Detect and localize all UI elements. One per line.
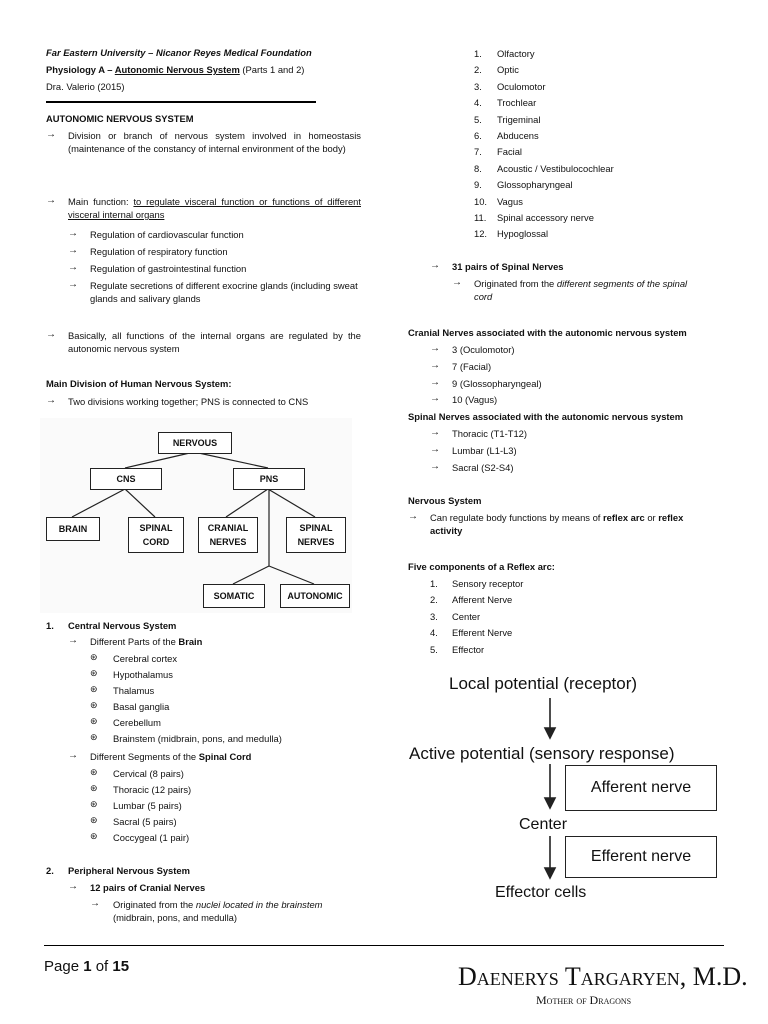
pns-number: 2. bbox=[46, 865, 54, 876]
pns-title: Peripheral Nervous System bbox=[68, 865, 190, 876]
main-division-title: Main Division of Human Nervous System: bbox=[46, 378, 232, 389]
bullet-icon: ⊛ bbox=[90, 799, 98, 809]
node-spinal-nerves: SPINAL NERVES bbox=[286, 517, 346, 553]
bullet-icon: ⊛ bbox=[90, 716, 98, 726]
spinal-ans-item: Thoracic (T1-T12) bbox=[452, 428, 528, 439]
spinal-ans-item: Sacral (S2-S4) bbox=[452, 462, 514, 473]
arrow-icon: → bbox=[68, 279, 78, 290]
cranial-nerve-number: 12. bbox=[474, 228, 488, 240]
reflex-component-number: 4. bbox=[430, 627, 438, 639]
cord-segment: Coccygeal (1 pair) bbox=[113, 832, 190, 843]
reflex-component-number: 5. bbox=[430, 643, 438, 655]
cranial-nerve-name: Optic bbox=[497, 64, 519, 76]
arrow-icon: → bbox=[46, 395, 56, 406]
bullet-icon: ⊛ bbox=[90, 831, 98, 841]
main-division-text: Two divisions working together; PNS is connected to CNS bbox=[68, 396, 309, 407]
node-brain: BRAIN bbox=[46, 517, 100, 541]
arrow-icon: → bbox=[68, 262, 78, 273]
cranial-nerve-number: 6. bbox=[474, 130, 482, 141]
flow-center: Center bbox=[519, 816, 568, 833]
cranial-nerve-number: 5. bbox=[474, 113, 482, 125]
cranial-nerve-name: Hypoglossal bbox=[497, 228, 549, 240]
cns-title: Central Nervous System bbox=[68, 620, 177, 631]
brain-parts-heading: Different Parts of the Brain bbox=[90, 636, 203, 647]
arrow-icon: → bbox=[452, 277, 462, 288]
cord-segment: Thoracic (12 pairs) bbox=[113, 784, 192, 795]
author-tagline: Mother of Dragons bbox=[536, 993, 632, 1007]
flow-afferent-box: Afferent nerve bbox=[565, 765, 717, 811]
reflex-component-name: Efferent Nerve bbox=[452, 627, 513, 639]
cranial-origin: Originated from the nuclei located in the brainstem (midbrain, pons, and medulla) bbox=[113, 899, 323, 923]
nervous-system-title: Nervous System bbox=[408, 495, 482, 506]
brain-part: Thalamus bbox=[113, 685, 155, 696]
node-spinal-cord: SPINAL CORD bbox=[128, 517, 184, 553]
course-line: Physiology A – Autonomic Nervous System (Parts 1 and 2) bbox=[46, 64, 305, 75]
bullet-icon: ⊛ bbox=[90, 815, 98, 825]
arrow-icon: → bbox=[46, 329, 56, 340]
brain-part: Basal ganglia bbox=[113, 701, 170, 712]
flow-efferent-box: Efferent nerve bbox=[565, 836, 717, 878]
reflex-component-name: Effector bbox=[452, 643, 485, 655]
cranial-pairs-title: 12 pairs of Cranial Nerves bbox=[90, 882, 206, 893]
footer-rule bbox=[44, 945, 724, 946]
reflex-title: Five components of a Reflex arc: bbox=[408, 561, 555, 572]
cranial-ans-item: 9 (Glossopharyngeal) bbox=[452, 378, 542, 389]
cord-segment: Cervical (8 pairs) bbox=[113, 768, 184, 779]
cranial-nerve-number: 7. bbox=[474, 146, 482, 158]
ans-definition: Division or branch of nervous system involved in homeostasis (maintenance of the constancy of internal environment of the body) bbox=[68, 130, 361, 154]
node-pns: PNS bbox=[233, 468, 305, 490]
cranial-nerve-number: 9. bbox=[474, 179, 482, 191]
node-cns: CNS bbox=[90, 468, 162, 490]
arrow-icon: → bbox=[430, 427, 440, 438]
cranial-nerve-number: 8. bbox=[474, 162, 482, 174]
reflex-component-number: 2. bbox=[430, 594, 438, 606]
section-title: AUTONOMIC NERVOUS SYSTEM bbox=[46, 113, 194, 124]
bullet-icon: ⊛ bbox=[90, 668, 98, 678]
arrow-icon: → bbox=[68, 881, 78, 892]
flow-active-potential: Active potential (sensory response) bbox=[409, 744, 675, 763]
lecturer: Dra. Valerio (2015) bbox=[46, 81, 125, 92]
cranial-ans-item: 3 (Oculomotor) bbox=[452, 344, 515, 355]
reflex-component-name: Sensory receptor bbox=[452, 578, 524, 589]
brain-part: Hypothalamus bbox=[113, 669, 173, 680]
brain-part: Cerebral cortex bbox=[113, 653, 178, 664]
cranial-nerve-name: Glossopharyngeal bbox=[497, 179, 573, 191]
main-function: Main function: to regulate visceral function or functions of different visceral internal organs bbox=[68, 196, 361, 220]
course-topic: Autonomic Nervous System bbox=[114, 64, 240, 75]
bullet-icon: ⊛ bbox=[90, 783, 98, 793]
bullet-icon: ⊛ bbox=[90, 652, 98, 662]
cranial-nerve-name: Trochlear bbox=[497, 97, 537, 109]
function-item: Regulation of cardiovascular function bbox=[90, 229, 244, 240]
cranial-nerve-number: 2. bbox=[474, 64, 482, 76]
arrow-icon: → bbox=[46, 195, 56, 206]
cranial-nerve-name: Vagus bbox=[497, 195, 523, 207]
arrow-icon: → bbox=[90, 898, 100, 909]
cord-segment: Sacral (5 pairs) bbox=[113, 816, 177, 827]
reflex-component-name: Center bbox=[452, 610, 481, 622]
node-autonomic: AUTONOMIC bbox=[280, 584, 350, 608]
cranial-ans-title: Cranial Nerves associated with the autonomic nervous system bbox=[408, 327, 687, 338]
node-nervous: NERVOUS bbox=[158, 432, 232, 454]
spinal-pairs-title: 31 pairs of Spinal Nerves bbox=[452, 261, 564, 272]
arrow-icon: → bbox=[408, 511, 418, 522]
institution: Far Eastern University – Nicanor Reyes Medical Foundation bbox=[46, 47, 312, 58]
arrow-icon: → bbox=[68, 750, 78, 761]
cord-segments-heading: Different Segments of the Spinal Cord bbox=[90, 751, 252, 762]
spinal-origin: Originated from the different segments of the spinal cord bbox=[474, 278, 688, 302]
arrow-icon: → bbox=[430, 260, 440, 271]
cord-segment: Lumbar (5 pairs) bbox=[113, 800, 182, 811]
flow-effector-cells: Effector cells bbox=[495, 884, 587, 901]
bullet-icon: ⊛ bbox=[90, 684, 98, 694]
reflex-arc-figure bbox=[405, 668, 735, 908]
arrow-icon: → bbox=[46, 129, 56, 140]
nervous-system-text: Can regulate body functions by means of reflex arc or reflex activity bbox=[430, 512, 684, 536]
cranial-nerve-name: Olfactory bbox=[497, 48, 535, 59]
cranial-nerve-name: Trigeminal bbox=[497, 113, 541, 125]
brain-part: Brainstem (midbrain, pons, and medulla) bbox=[113, 733, 282, 744]
function-item: Regulation of gastrointestinal function bbox=[90, 263, 247, 274]
flow-local-potential: Local potential (receptor) bbox=[449, 674, 638, 693]
reflex-component-number: 1. bbox=[430, 578, 438, 589]
arrow-icon: → bbox=[430, 393, 440, 404]
cns-number: 1. bbox=[46, 620, 54, 631]
cranial-nerve-number: 3. bbox=[474, 80, 482, 92]
nervous-system-diagram bbox=[40, 418, 352, 613]
cranial-nerve-number: 10. bbox=[474, 195, 488, 207]
cranial-nerve-name: Facial bbox=[497, 146, 523, 158]
cranial-ans-item: 10 (Vagus) bbox=[452, 394, 498, 405]
function-item: Regulation of respiratory function bbox=[90, 246, 228, 257]
cranial-nerve-name: Abducens bbox=[497, 130, 539, 141]
reflex-component-number: 3. bbox=[430, 610, 438, 622]
node-somatic: SOMATIC bbox=[203, 584, 265, 608]
arrow-icon: → bbox=[430, 360, 440, 371]
header-rule bbox=[46, 101, 316, 103]
cranial-ans-item: 7 (Facial) bbox=[452, 361, 492, 372]
cranial-nerve-name: Oculomotor bbox=[497, 80, 546, 92]
cranial-nerve-name: Acoustic / Vestibulocochlear bbox=[497, 162, 614, 174]
arrow-icon: → bbox=[430, 343, 440, 354]
basically-text: Basically, all functions of the internal organs are regulated by the autonomic nervous system bbox=[68, 330, 361, 354]
arrow-icon: → bbox=[430, 444, 440, 455]
cranial-nerve-name: Spinal accessory nerve bbox=[497, 212, 594, 223]
arrow-icon: → bbox=[430, 461, 440, 472]
spinal-ans-item: Lumbar (L1-L3) bbox=[452, 445, 517, 456]
arrow-icon: → bbox=[68, 245, 78, 256]
arrow-icon: → bbox=[68, 228, 78, 239]
arrow-icon: → bbox=[68, 635, 78, 646]
page-number: Page 1 of 15 bbox=[44, 958, 130, 975]
function-item: Regulate secretions of different exocrine glands (including sweat glands and salivary glands bbox=[90, 280, 358, 304]
cranial-nerve-number: 1. bbox=[474, 48, 482, 59]
spinal-ans-title: Spinal Nerves associated with the autonomic nervous system bbox=[408, 411, 684, 422]
reflex-component-name: Afferent Nerve bbox=[452, 594, 513, 606]
bullet-icon: ⊛ bbox=[90, 732, 98, 742]
brain-part: Cerebellum bbox=[113, 717, 161, 728]
cranial-nerve-number: 4. bbox=[474, 97, 482, 109]
author-signature: Daenerys Targaryen, M.D. bbox=[458, 962, 748, 991]
bullet-icon: ⊛ bbox=[90, 767, 98, 777]
node-cranial-nerves: CRANIAL NERVES bbox=[198, 517, 258, 553]
cranial-nerve-number: 11. bbox=[474, 212, 487, 223]
arrow-icon: → bbox=[430, 377, 440, 388]
bullet-icon: ⊛ bbox=[90, 700, 98, 710]
